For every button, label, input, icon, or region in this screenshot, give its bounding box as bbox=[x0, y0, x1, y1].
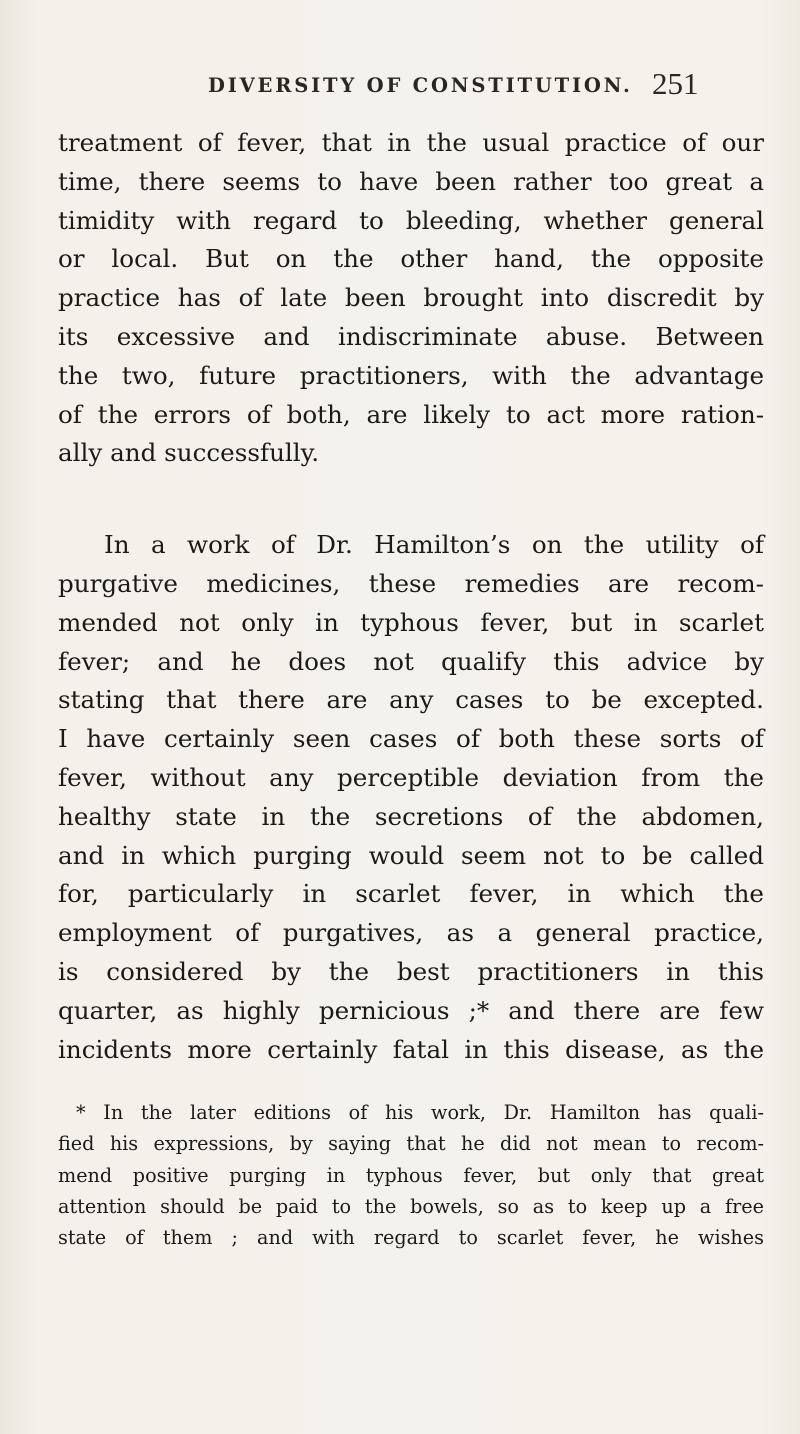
paragraph-2 bbox=[58, 526, 764, 1069]
text-line: is considered by the best practitioners in this bbox=[58, 956, 764, 986]
text-line: quarter, as highly pernicious ;* and there are few bbox=[58, 995, 764, 1025]
text-line: I have certainly seen cases of both these sorts of bbox=[58, 724, 764, 754]
text-line: timidity with regard to bleeding, whether general bbox=[58, 205, 764, 235]
text-line: employment of purgatives, as a general practice, bbox=[58, 918, 764, 948]
body-text bbox=[58, 124, 764, 1069]
text-line: time, there seems to have been rather too great a bbox=[58, 166, 764, 196]
text-line: fever; and he does not qualify this advice by bbox=[58, 646, 764, 676]
text-line: stating that there are any cases to be excepted. bbox=[58, 685, 764, 715]
text-line: purgative medicines, these remedies are recom- bbox=[58, 568, 764, 598]
text-line: healthy state in the secretions of the abdomen, bbox=[58, 801, 764, 831]
page-number: 251 bbox=[652, 66, 699, 101]
text-line: fever, without any perceptible deviation from the bbox=[58, 762, 764, 792]
footnote-line: mend positive purging in typhous fever, but only that great bbox=[58, 1163, 764, 1187]
text-line: practice has of late been brought into discredit by bbox=[58, 283, 764, 313]
text-line: In a work of Dr. Hamilton’s on the utility of bbox=[104, 530, 764, 560]
footnote-line: fied his expressions, by saying that he did not mean to recom- bbox=[58, 1132, 764, 1156]
text-line: its excessive and indiscriminate abuse. Between bbox=[58, 321, 764, 351]
footnote-line: state of them ; and with regard to scarlet fever, he wishes bbox=[58, 1226, 764, 1250]
text-line: of the errors of both, are likely to act more ration- bbox=[58, 399, 764, 429]
text-line: for, particularly in scarlet fever, in which the bbox=[58, 879, 764, 909]
text-line: and in which purging would seem not to be called bbox=[58, 840, 764, 870]
footnote-line: * In the later editions of his work, Dr. Hamilton has quali- bbox=[76, 1101, 764, 1124]
footnote-line: attention should be paid to the bowels, so as to keep up a free bbox=[58, 1194, 764, 1218]
text-line: mended not only in typhous fever, but in scarlet bbox=[58, 607, 764, 637]
paragraph-1 bbox=[58, 124, 764, 473]
paragraph-spacer bbox=[58, 473, 764, 526]
running-title: DIVERSITY OF CONSTITUTION. bbox=[208, 74, 633, 97]
page-header bbox=[0, 66, 800, 106]
text-line: incidents more certainly fatal in this disease, as the bbox=[58, 1034, 764, 1064]
text-line: the two, future practitioners, with the advantage bbox=[58, 360, 764, 390]
text-line: or local. But on the other hand, the opposite bbox=[58, 244, 764, 274]
footnote bbox=[58, 1097, 764, 1253]
text-line: treatment of fever, that in the usual practice of our bbox=[58, 128, 764, 157]
text-line: ally and successfully. bbox=[58, 438, 320, 468]
